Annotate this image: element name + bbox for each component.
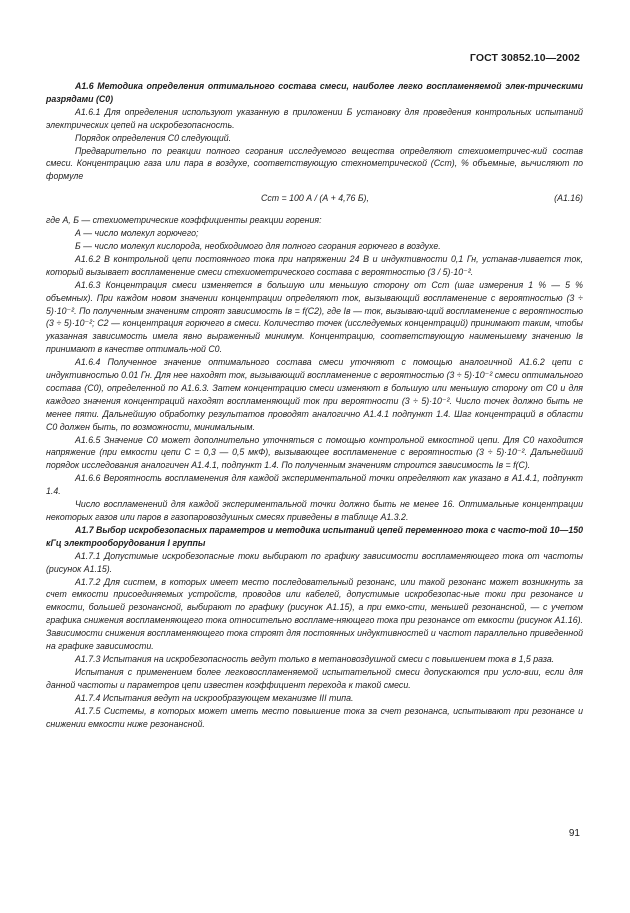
- formula-a1-16: [46, 192, 583, 205]
- paragraph: А1.6.2 В контрольной цепи постоянного тока при напряжении 24 В и индуктивности 0,1 Гн, устанав-ливается ток, который вызывает воспламенение смеси стехиометрического состава с вероятностью (3 / 5)·10⁻².: [46, 253, 583, 277]
- paragraph: А1.7.3 Испытания на искробезопасность ведут только в метановоздушной смеси с повышением тока в 1,5 раза.: [75, 653, 555, 664]
- paragraph: А1.7.5 Системы, в которых может иметь место повышение тока за счет резонанса, испытывают при резонансе и снижении емкости ниже резонансной.: [46, 705, 583, 729]
- paragraph: Испытания с применением более легковоспламеняемой испытательной смеси допускаются при усло-вии, если для данной частоты и параметров цепи известен коэффициент перехода к такой смеси.: [46, 666, 583, 690]
- paragraph: А1.6.5 Значение С0 может дополнительно уточняться с помощью контрольной емкостной цепи. Для С0 находится напряжение (при емкости цепи С = 0,3 — 0,5 мкФ), вызывающее воспламенение с вероятностью (3 ÷ 5)·10⁻². Дальнейший порядок исследования аналогичен А1.4.1, подпункт 1.4. По полученным значениям строится зависимость Iв = f(С).: [46, 434, 583, 471]
- paragraph: А1.6.3 Концентрация смеси изменяется в большую или меньшую сторону от Сст (шаг измерения 1 % — 5 % объемных). При каждом новом значении концентрации определяют ток, вызывающий воспламенение с вероятностью (3 ÷ 5)·10⁻². По полученным значениям строят зависимость Iв = f(С2), где Iв — ток, вызываю-щий воспламенение с вероятностью (3 ÷ 5)·10⁻²; С2 — концентрация горючего в смеси. Количество точек (исследуемых концентраций) принимают таким, чтобы указанная зависимость имела явно выраженный минимум. Концентрацию, соответствующую наименьшему значению Iв принимают в качестве оптималь-ной С0.: [46, 279, 583, 355]
- paragraph: А1.6.6 Вероятность воспламенения для каждой экспериментальной точки определяют как указано в А1.4.1, подпункт 1.4.: [46, 473, 583, 497]
- paragraph: Предварительно по реакции полного сгорания исследуемого вещества определяют стехиометричес-кий состав смеси. Концентрацию газа или пара в воздухе, соответствующую стехнометрической (Сст), % объемные, вычисляют по формуле: [46, 145, 583, 182]
- page-number: 91: [568, 828, 580, 839]
- paragraph: А1.6 Методика определения оптимального состава смеси, наиболее легко воспламеняемой элек-трическими разрядами (С0): [46, 81, 583, 104]
- paragraph: Порядок определения С0 следующий.: [75, 132, 232, 143]
- paragraph: А1.7.4 Испытания ведут на искрообразующем механизме III типа.: [75, 692, 354, 703]
- paragraph: А1.7.1 Допустимые искробезопасные токи выбирают по графику зависимости воспламеняющего тока от частоты (рисунок А1.15).: [46, 550, 583, 574]
- paragraph: А1.7.2 Для систем, в которых имеет место последовательный резонанс, или такой резонанс может возникнуть за счет емкости присоединяемых устройств, проводов или кабелей, допустимые искробезопас-ные токи при резонансе и емкости, большей резонансной, выбирают по графику (рисунок А1.15), а при емко-сти, меньшей резонансной, — с учетом графика снижения воспламеняющего тока относительно воспламе-няющего тока при резонансе от емкости (рисунок А1.16). Зависимости снижения воспламеняющего тока строят для постоянных индуктивностей и частот параллельно приведенной на графике зависимости.: [46, 576, 583, 652]
- paragraph: А1.6.1 Для определения используют указанную в приложении Б установку для проведения контрольных испытаний электрических цепей на искробезопасность.: [46, 106, 583, 130]
- body-block-2: [46, 214, 583, 730]
- body-block-1: [46, 80, 583, 183]
- paragraph: А — число молекул горючего;: [75, 228, 199, 239]
- paragraph: А1.7 Выбор искробезопасных параметров и методика испытаний цепей переменного тока с часто-той 10—150 кГц электрооборудования I группы: [46, 524, 583, 548]
- document-header: ГОСТ 30852.10—2002: [469, 52, 580, 64]
- formula-expression: Сст = 100 А / (А + 4,76 Б),: [261, 193, 369, 204]
- paragraph: Число воспламенений для каждой экспериментальной точки должно быть не менее 16. Оптимальные концентрации некоторых газов или паров в газопаровоздушных смесях приведены в таблице А1.3.2.: [46, 499, 583, 522]
- formula-number: (А1.16): [554, 193, 583, 204]
- paragraph: где А, Б — стехиометрические коэффициенты реакции горения:: [46, 215, 322, 226]
- paragraph: А1.6.4 Полученное значение оптимального состава смеси уточняют с помощью аналогичной А1.6.2 цепи с индуктивностью 0.01 Гн. Для нее находят ток, вызывающий воспламенение с вероятностью (3 ÷ 5)·10⁻² смеси оптимального состава (С0), определенной по А1.6.3. Затем концентрацию смеси изменяют в большую или меньшую сторону от С0 и для каждого значения концентраций находят воспламеняющий ток при вероятности (3 ÷ 5)·10⁻². Число точек должно быть не менее пяти. Дальнейшую обработку результатов проводят аналогично А1.4.1 подпункт 1.4. Шаг концентраций в области С0 должен быть, по возможности, минимальным.: [46, 357, 583, 432]
- paragraph: Б — число молекул кислорода, необходимого для полного сгорания горючего в воздухе.: [75, 240, 441, 251]
- document-body: [46, 80, 583, 730]
